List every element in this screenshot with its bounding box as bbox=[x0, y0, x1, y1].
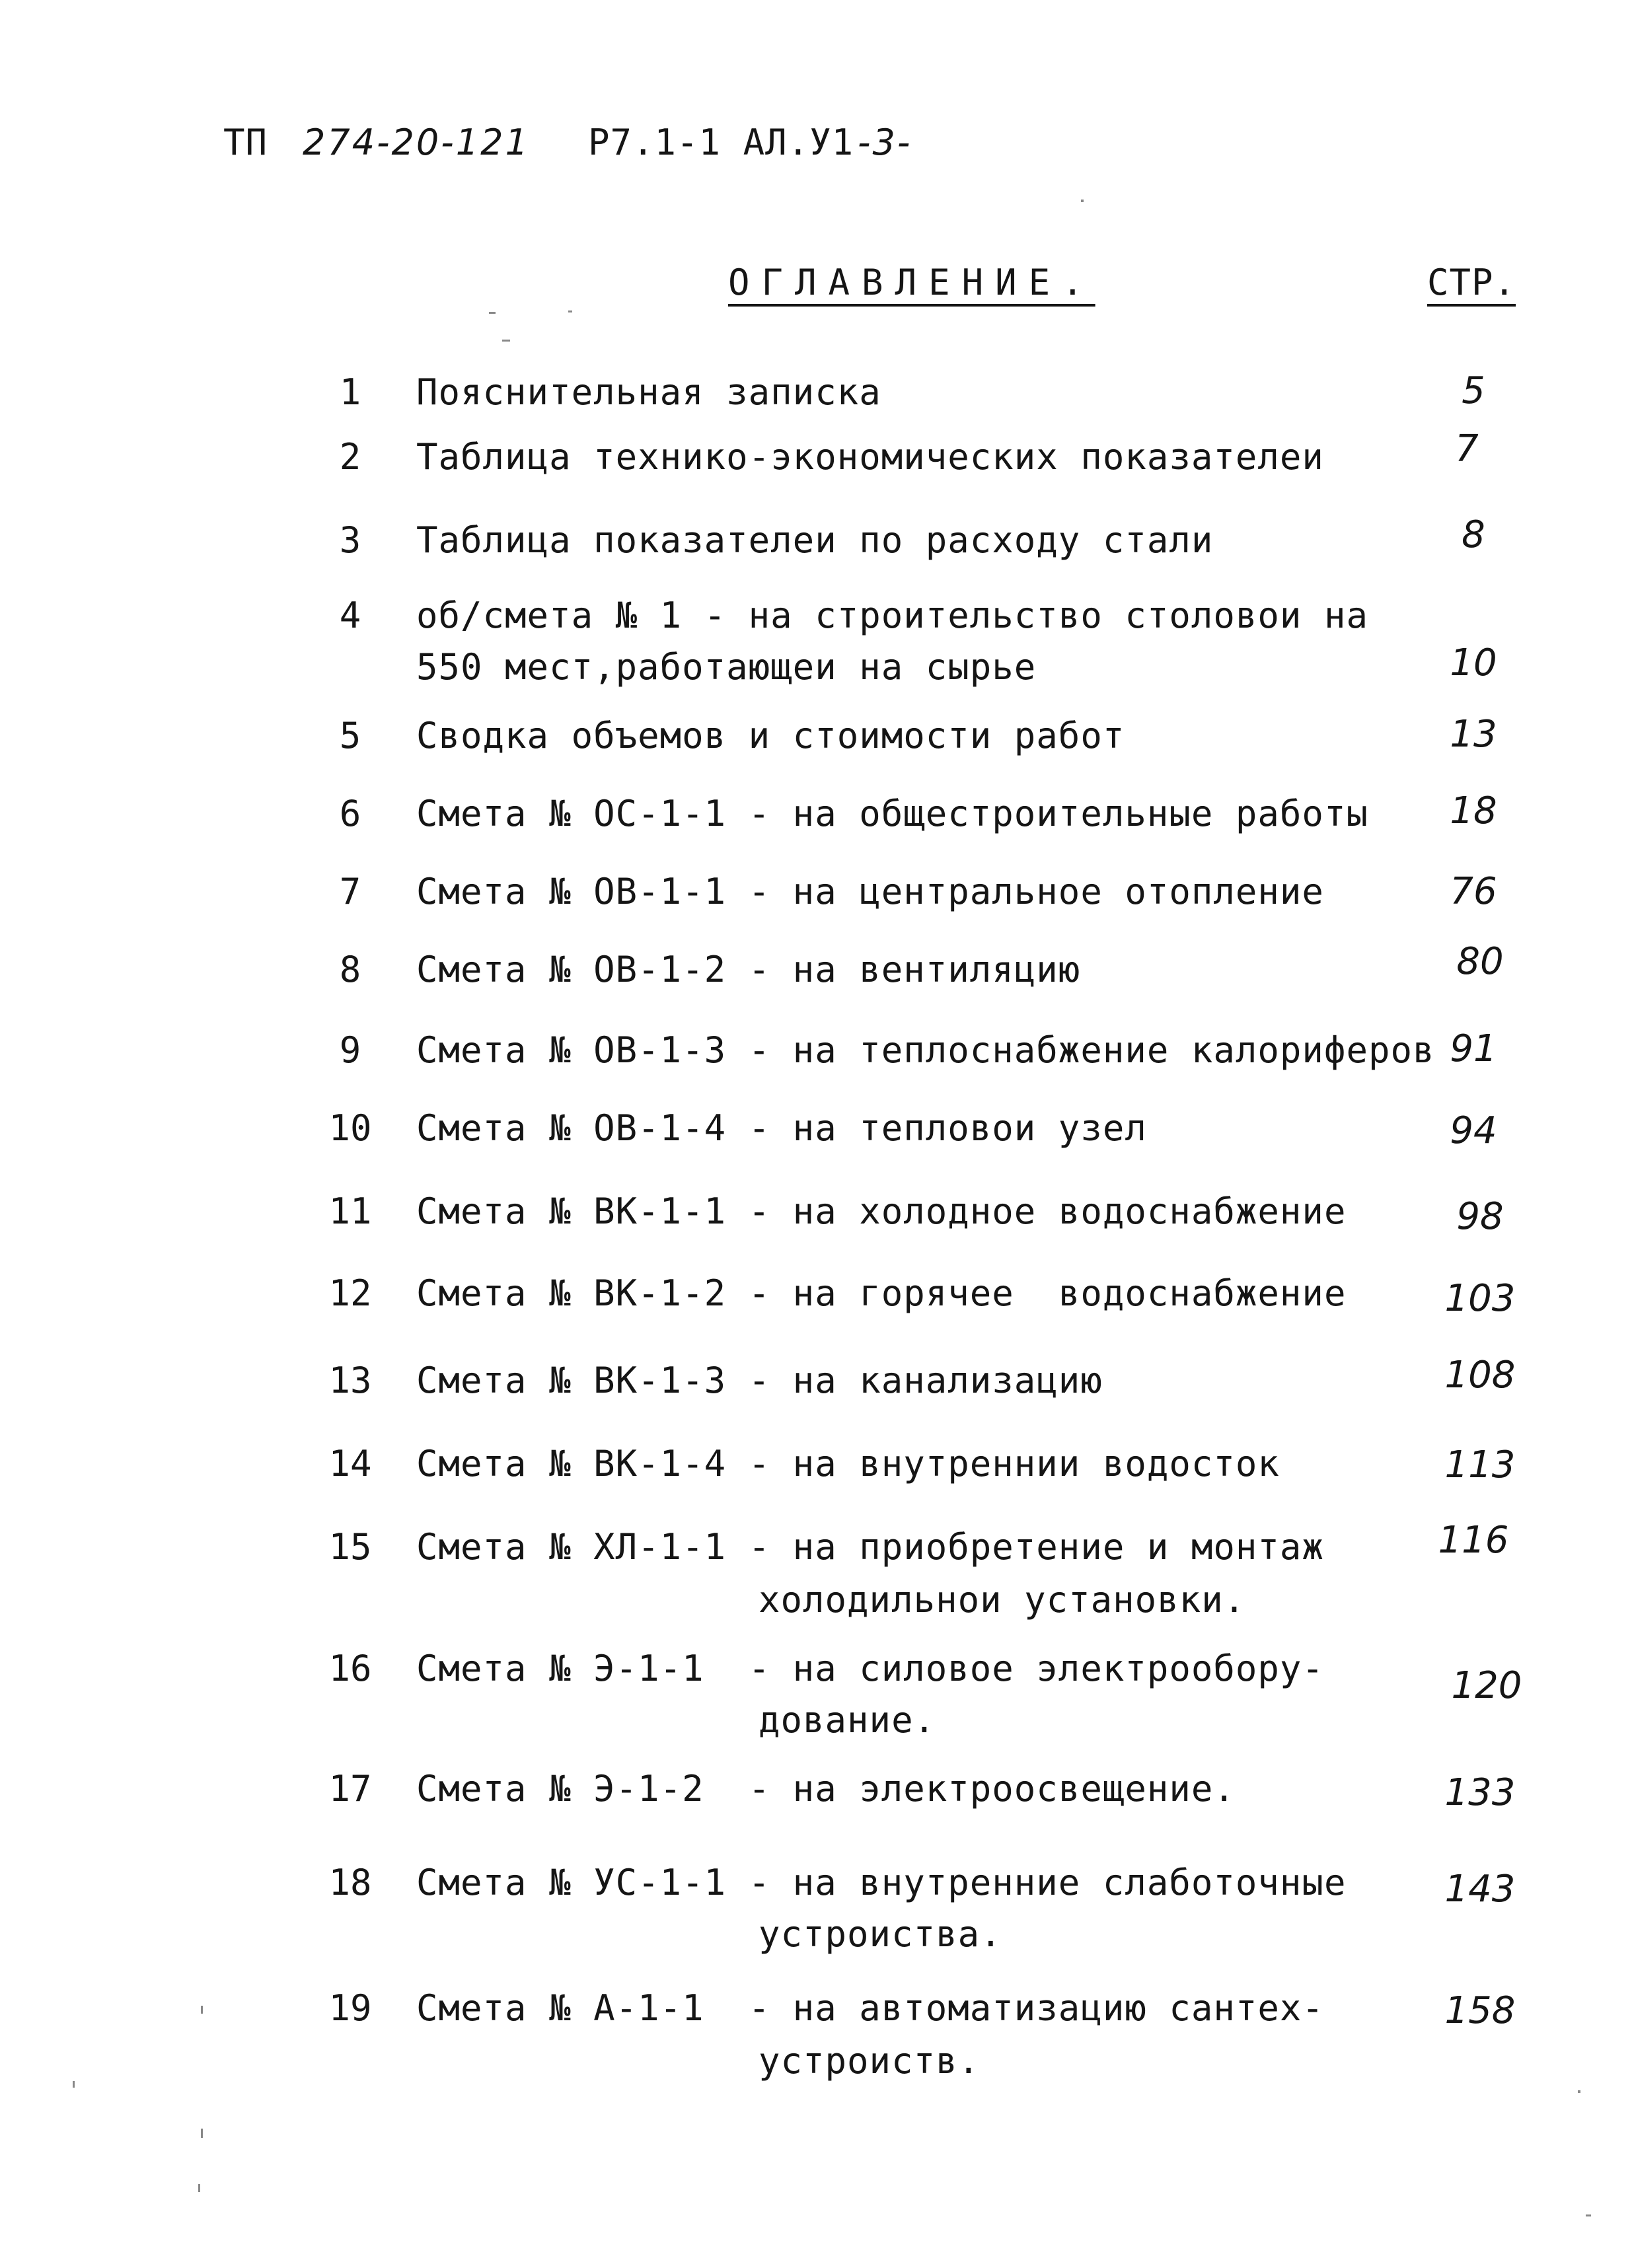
entry-page: 8 bbox=[1462, 513, 1485, 556]
entry-number: 19 bbox=[328, 1987, 372, 2029]
page-column-label: СТР. bbox=[1427, 262, 1516, 303]
entry-number: 16 bbox=[328, 1648, 372, 1689]
entry-page: 13 bbox=[1450, 713, 1497, 756]
entry-number: 15 bbox=[328, 1526, 372, 1568]
scan-speck bbox=[1586, 2214, 1591, 2216]
entry-page: 158 bbox=[1444, 1989, 1516, 2032]
entry-number: 18 bbox=[328, 1862, 372, 1903]
scan-speck bbox=[1081, 200, 1084, 202]
entry-number: 17 bbox=[328, 1768, 372, 1810]
entry-text: Смета № ОВ-1-1 - на центральное отопление bbox=[416, 871, 1324, 912]
header-page-number: -3- bbox=[858, 122, 912, 163]
entry-text-continuation: устроиства. bbox=[759, 1913, 1002, 1955]
header-project-number: 274-20-121 bbox=[303, 122, 530, 163]
entry-page: 5 bbox=[1462, 369, 1485, 412]
entry-number: 5 bbox=[339, 715, 361, 756]
entry-text-continuation: 550 мест,работающеи на сырье bbox=[416, 646, 1037, 688]
entry-page: 94 bbox=[1450, 1109, 1497, 1152]
entry-text: Смета № УС-1-1 - на внутренние слаботочные bbox=[416, 1862, 1347, 1903]
entry-page: 91 bbox=[1450, 1027, 1497, 1070]
entry-number: 12 bbox=[328, 1272, 372, 1314]
entry-page: 7 bbox=[1455, 427, 1479, 470]
entry-text: Смета № ОВ-1-2 - на вентиляцию bbox=[416, 949, 1081, 990]
scan-speck bbox=[73, 2081, 75, 2088]
scan-speck bbox=[568, 311, 572, 312]
entry-text: Смета № ВК-1-4 - на внутреннии водосток bbox=[416, 1443, 1280, 1484]
entry-text: Смета № ВК-1-3 - на канализацию bbox=[416, 1360, 1103, 1401]
entry-text: Смета № ОВ-1-3 - на теплоснабжение калориферов bbox=[416, 1029, 1435, 1071]
entry-page: 133 bbox=[1444, 1771, 1516, 1814]
header-album: Р7.1-1 АЛ.У1 bbox=[588, 122, 854, 163]
entry-text: Смета № ВК-1-2 - на горячее водоснабжение bbox=[416, 1272, 1347, 1314]
entry-text: Сводка объемов и стоимости работ bbox=[416, 715, 1125, 756]
entry-number: 4 bbox=[339, 595, 361, 636]
entry-text: Смета № Э-1-2 - на электроосвещение. bbox=[416, 1768, 1236, 1810]
scan-speck bbox=[1578, 2090, 1580, 2093]
entry-text: Смета № ОС-1-1 - на общестроительные работы bbox=[416, 793, 1368, 834]
entry-text: Смета № ВК-1-1 - на холодное водоснабжение bbox=[416, 1190, 1347, 1232]
entry-text: Смета № ХЛ-1-1 - на приобретение и монтаж bbox=[416, 1526, 1324, 1568]
entry-number: 8 bbox=[339, 949, 361, 990]
entry-text: Смета № А-1-1 - на автоматизацию сантех- bbox=[416, 1987, 1324, 2029]
header-prefix: ТП bbox=[223, 122, 268, 163]
entry-number: 13 bbox=[328, 1360, 372, 1401]
scan-speck bbox=[201, 2006, 203, 2014]
entry-number: 7 bbox=[339, 871, 361, 912]
entry-page: 76 bbox=[1450, 870, 1497, 913]
entry-number: 3 bbox=[339, 519, 361, 561]
entry-page: 18 bbox=[1450, 789, 1497, 832]
entry-text: Пояснительная записка bbox=[416, 371, 881, 413]
entry-text: Таблица показателеи по расходу стали bbox=[416, 519, 1214, 561]
entry-page: 116 bbox=[1438, 1519, 1509, 1562]
entry-text: Таблица технико-экономических показателеи bbox=[416, 436, 1324, 478]
entry-text: Смета № ОВ-1-4 - на тепловои узел bbox=[416, 1107, 1147, 1149]
entry-text-continuation: устроиств. bbox=[759, 2040, 981, 2082]
entry-number: 1 bbox=[339, 371, 361, 413]
entry-number: 10 bbox=[328, 1107, 372, 1149]
entry-text-continuation: дование. bbox=[759, 1699, 936, 1741]
entry-page: 143 bbox=[1444, 1868, 1516, 1911]
entry-page: 80 bbox=[1456, 940, 1504, 983]
entry-number: 6 bbox=[339, 793, 361, 834]
entry-number: 2 bbox=[339, 436, 361, 478]
entry-page: 120 bbox=[1451, 1664, 1522, 1707]
scan-speck bbox=[489, 312, 496, 314]
entry-text: Смета № Э-1-1 - на силовое электрообору- bbox=[416, 1648, 1324, 1689]
entry-page: 98 bbox=[1456, 1195, 1504, 1238]
scan-speck bbox=[201, 2129, 203, 2138]
entry-page: 103 bbox=[1444, 1277, 1516, 1320]
scan-speck bbox=[198, 2184, 200, 2192]
entry-number: 9 bbox=[339, 1029, 361, 1071]
entry-text-continuation: холодильнои установки. bbox=[759, 1579, 1246, 1621]
entry-number: 11 bbox=[328, 1190, 372, 1232]
entry-text: об/смета № 1 - на строительство столовои на bbox=[416, 595, 1368, 636]
toc-title: ОГЛАВЛЕНИЕ. bbox=[728, 262, 1095, 303]
entry-page: 10 bbox=[1450, 641, 1497, 684]
scan-speck bbox=[502, 340, 510, 342]
entry-page: 108 bbox=[1444, 1354, 1516, 1397]
entry-number: 14 bbox=[328, 1443, 372, 1484]
entry-page: 113 bbox=[1444, 1444, 1516, 1486]
